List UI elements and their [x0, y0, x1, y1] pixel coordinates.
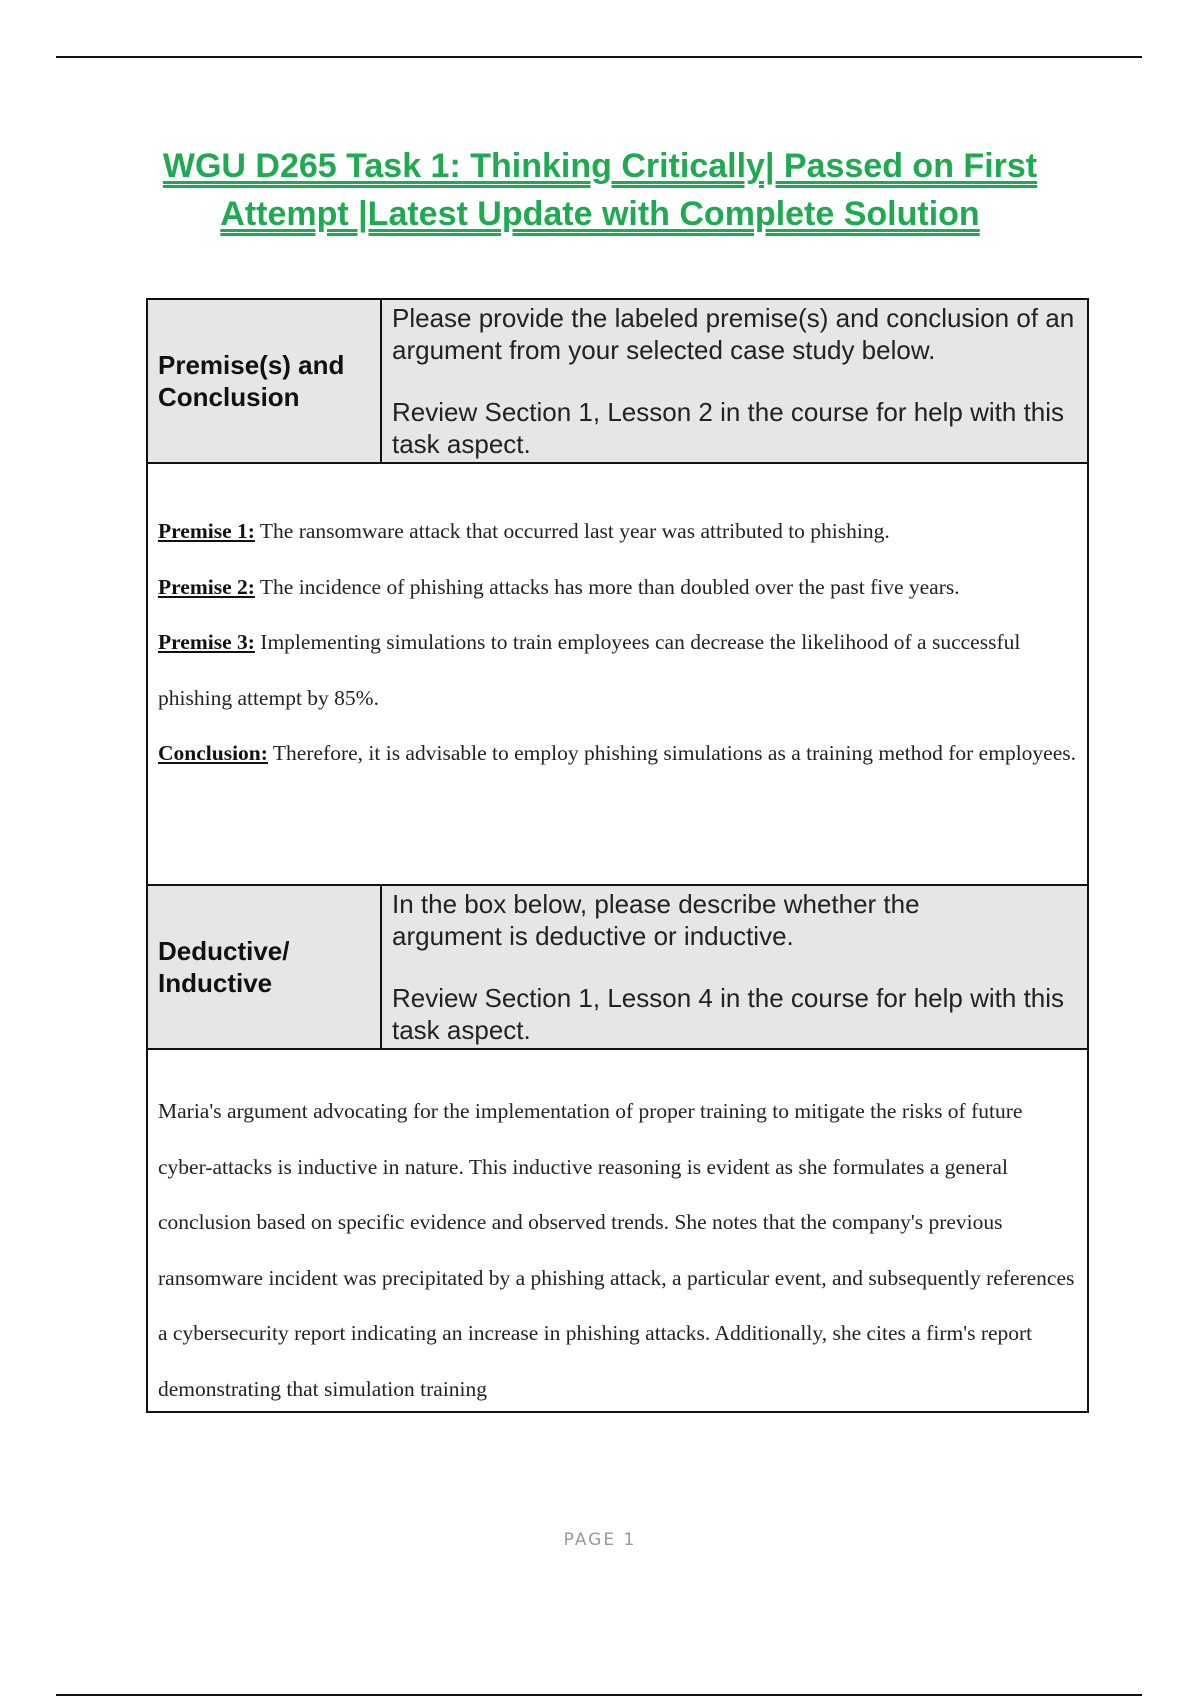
premise-3-text: Implementing simulations to train employees can decrease the likelihood of a successful phishing attempt by 85%.: [158, 630, 1021, 710]
page-number: PAGE 1: [563, 1530, 637, 1550]
premise-2-text: The incidence of phishing attacks has more than doubled over the past five years.: [254, 574, 960, 599]
premise-3: [158, 615, 1077, 726]
document-title: WGU D265 Task 1: Thinking Critically| Passed on First Attempt |Latest Update with Complete Solution: [162, 147, 1038, 233]
task-table: [146, 298, 1089, 1413]
bottom-rule: [56, 1694, 1142, 1696]
deductive-answer: Maria's argument advocating for the implementation of proper training to mitigate the risks of future cyber-attacks is inductive in nature. This inductive reasoning is evident as she formulates a general conclusion based on specific evidence and observed trends. She notes that the company's previous ransomware incident was precipitated by a phishing attack, a particular event, and subsequently references a cybersecurity report indicating an increase in phishing attacks. Additionally, she cites a firm's report demonstrating that simulation training: [158, 1099, 1075, 1401]
premise-2: [158, 560, 1077, 616]
deductive-instruction-text: In the box below, please describe whether the argument is deductive or inductive.: [392, 889, 920, 951]
conclusion: [158, 726, 1077, 782]
premises-review-text: Review Section 1, Lesson 2 in the course for help with this task aspect.: [392, 397, 1065, 459]
premise-1-label: Premise 1:: [158, 519, 255, 543]
top-rule: [56, 56, 1142, 58]
premises-instruction-text: Please provide the labeled premise(s) and conclusion of an argument from your selected case study below.: [392, 303, 1075, 365]
premises-content-row: [147, 463, 1088, 885]
conclusion-text: Therefore, it is advisable to employ phishing simulations as a training method for employees.: [267, 741, 1076, 765]
deductive-content: [147, 1049, 1088, 1412]
premise-3-label: Premise 3:: [158, 630, 255, 654]
deductive-instructions: [381, 885, 1088, 1049]
premises-header-row: [147, 299, 1088, 463]
premises-label: Premise(s) and Conclusion: [147, 299, 381, 463]
premise-1: [158, 504, 1077, 560]
premises-content: [147, 463, 1088, 885]
premises-instructions: [381, 299, 1088, 463]
deductive-review-text: Review Section 1, Lesson 4 in the course for help with this task aspect.: [392, 983, 1065, 1045]
deductive-label: Deductive/ Inductive: [147, 885, 381, 1049]
premise-1-text: The ransomware attack that occurred last year was attributed to phishing.: [254, 519, 890, 543]
premise-2-label: Premise 2:: [158, 574, 255, 599]
deductive-content-row: [147, 1049, 1088, 1412]
conclusion-label: Conclusion:: [158, 741, 268, 765]
deductive-header-row: [147, 885, 1088, 1049]
